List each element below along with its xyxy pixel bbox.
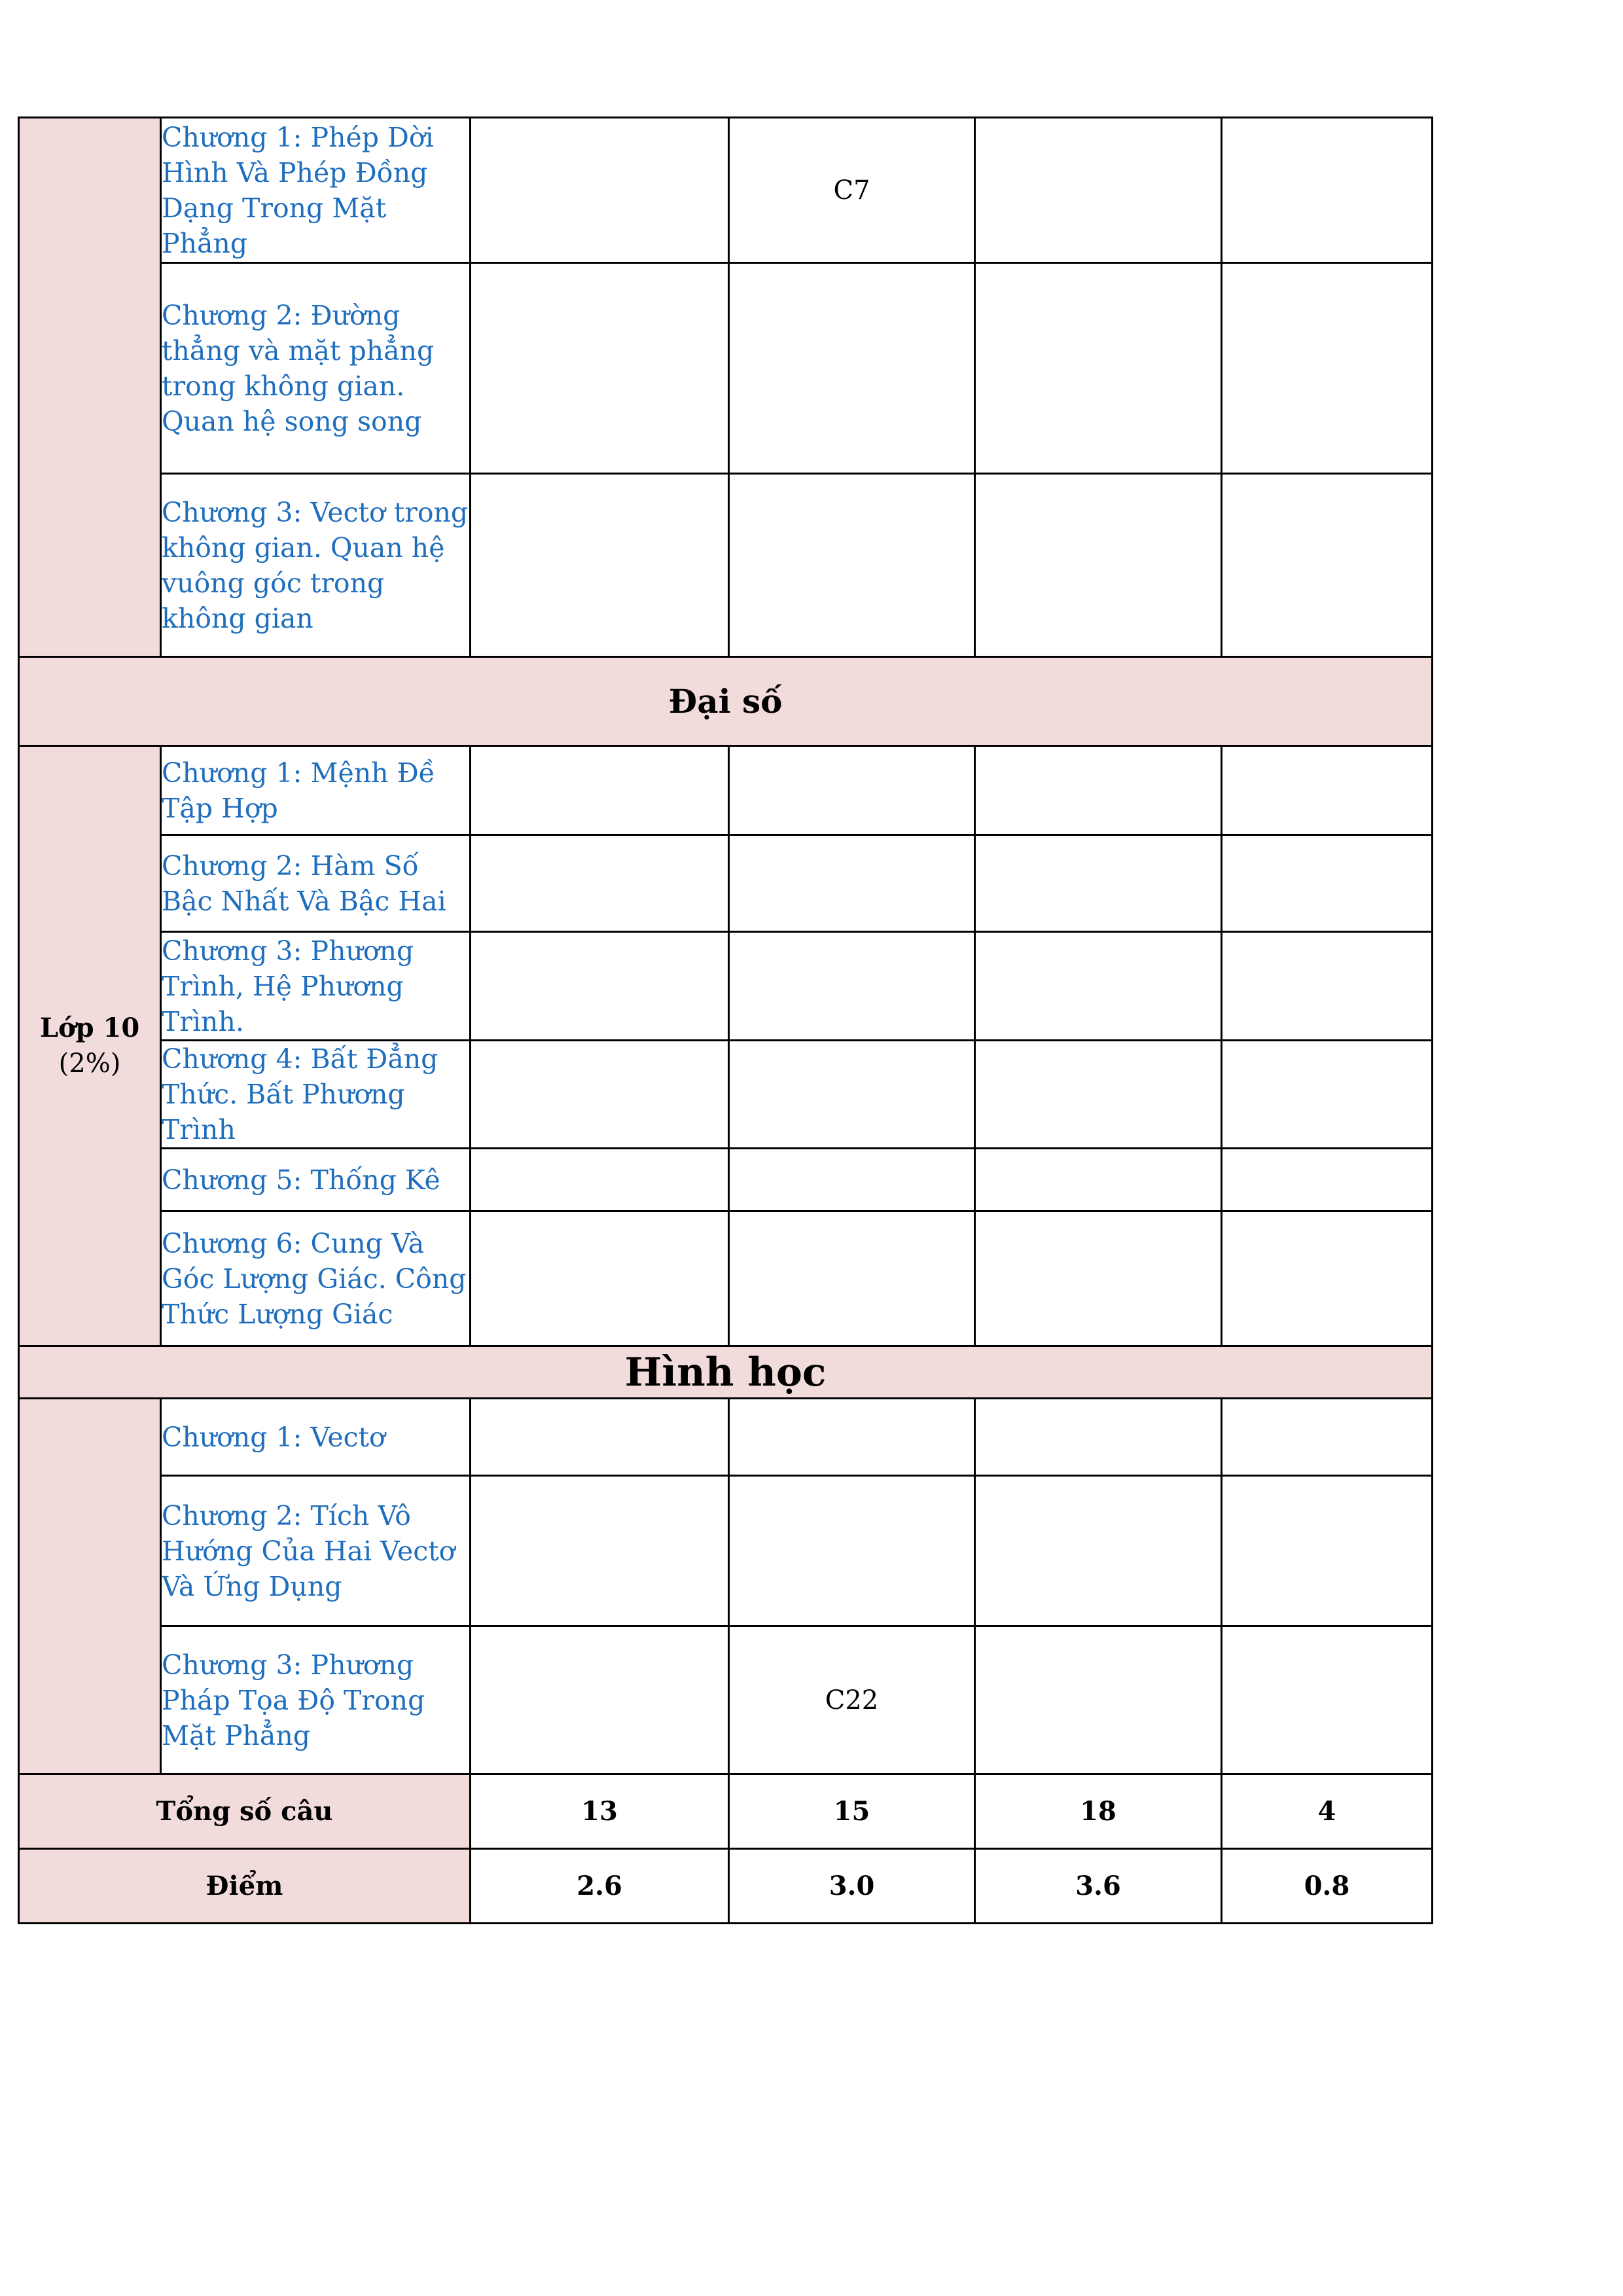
table-row — [19, 474, 1433, 657]
mark-cell — [975, 118, 1222, 263]
mark-cell — [471, 1149, 729, 1211]
chapter-name: Chương 1: Mệnh Đề Tập Hợp — [161, 746, 471, 835]
mark-cell — [975, 1399, 1222, 1476]
mark-cell — [1222, 932, 1433, 1041]
grade-cell — [19, 118, 161, 657]
score-value: 2.6 — [471, 1849, 729, 1924]
section-title-algebra: Đại số — [19, 657, 1433, 746]
chapter-name: Chương 3: Vectơ trong không gian. Quan hệ vuông góc trong không gian — [161, 474, 471, 657]
mark-cell — [471, 1041, 729, 1149]
table-row — [19, 263, 1433, 474]
total-row — [19, 1774, 1433, 1849]
total-value: 4 — [1222, 1774, 1433, 1849]
mark-cell — [1222, 1399, 1433, 1476]
score-value: 3.6 — [975, 1849, 1222, 1924]
mark-cell — [471, 835, 729, 932]
mark-cell — [1222, 263, 1433, 474]
mark-cell — [975, 1149, 1222, 1211]
mark-cell — [975, 1041, 1222, 1149]
table-row — [19, 1626, 1433, 1774]
score-value: 0.8 — [1222, 1849, 1433, 1924]
table-row — [19, 1041, 1433, 1149]
mark-cell — [729, 263, 975, 474]
mark-cell — [729, 1149, 975, 1211]
chapter-name: Chương 2: Tích Vô Hướng Của Hai Vectơ Và Ứng Dụng — [161, 1476, 471, 1626]
matrix-table — [18, 117, 1433, 1924]
score-value: 3.0 — [729, 1849, 975, 1924]
chapter-name: Chương 5: Thống Kê — [161, 1149, 471, 1211]
mark-cell — [975, 746, 1222, 835]
chapter-name: Chương 3: Phương Pháp Tọa Độ Trong Mặt Phẳng — [161, 1626, 471, 1774]
mark-cell — [1222, 1476, 1433, 1626]
mark-cell — [1222, 474, 1433, 657]
mark-cell — [1222, 746, 1433, 835]
mark-cell — [471, 474, 729, 657]
table-row — [19, 118, 1433, 263]
chapter-name: Chương 2: Đường thẳng và mặt phẳng trong không gian. Quan hệ song song — [161, 263, 471, 474]
score-row — [19, 1849, 1433, 1924]
total-value: 15 — [729, 1774, 975, 1849]
mark-cell — [471, 1211, 729, 1346]
mark-cell — [471, 746, 729, 835]
mark-cell — [1222, 118, 1433, 263]
mark-cell: C22 — [729, 1626, 975, 1774]
mark-cell — [729, 1399, 975, 1476]
grade-percent: (2%) — [58, 1049, 121, 1079]
mark-cell — [975, 1476, 1222, 1626]
chapter-name: Chương 6: Cung Và Góc Lượng Giác. Công Thức Lượng Giác — [161, 1211, 471, 1346]
mark-cell — [1222, 1041, 1433, 1149]
grade-cell — [19, 746, 161, 1346]
mark-cell — [1222, 1149, 1433, 1211]
table-row — [19, 932, 1433, 1041]
total-value: 13 — [471, 1774, 729, 1849]
section-header-row — [19, 657, 1433, 746]
mark-cell — [1222, 1211, 1433, 1346]
table-row — [19, 1476, 1433, 1626]
section-title-geometry: Hình học — [19, 1346, 1433, 1399]
mark-cell — [729, 1211, 975, 1346]
mark-cell — [729, 1476, 975, 1626]
mark-cell — [471, 118, 729, 263]
mark-cell — [1222, 1626, 1433, 1774]
mark-cell — [975, 263, 1222, 474]
mark-cell — [975, 1211, 1222, 1346]
mark-cell — [471, 932, 729, 1041]
table-row — [19, 835, 1433, 932]
mark-cell — [975, 1626, 1222, 1774]
table-row — [19, 746, 1433, 835]
mark-cell — [1222, 835, 1433, 932]
table-row — [19, 1149, 1433, 1211]
total-questions-label: Tổng số câu — [19, 1774, 471, 1849]
table-row — [19, 1399, 1433, 1476]
mark-cell — [729, 1041, 975, 1149]
mark-cell — [471, 1626, 729, 1774]
mark-cell — [729, 746, 975, 835]
mark-cell — [975, 474, 1222, 657]
total-value: 18 — [975, 1774, 1222, 1849]
table-row — [19, 1211, 1433, 1346]
chapter-name: Chương 1: Phép Dời Hình Và Phép Đồng Dạng Trong Mặt Phẳng — [161, 118, 471, 263]
grade-cell — [19, 1399, 161, 1774]
chapter-name: Chương 4: Bất Đẳng Thức. Bất Phương Trình — [161, 1041, 471, 1149]
mark-cell — [729, 835, 975, 932]
mark-cell — [471, 1476, 729, 1626]
grade-label: Lớp 10 — [39, 1013, 140, 1043]
section-header-row — [19, 1346, 1433, 1399]
mark-cell — [975, 835, 1222, 932]
chapter-name: Chương 2: Hàm Số Bậc Nhất Và Bậc Hai — [161, 835, 471, 932]
mark-cell — [729, 932, 975, 1041]
chapter-name: Chương 3: Phương Trình, Hệ Phương Trình. — [161, 932, 471, 1041]
mark-cell: C7 — [729, 118, 975, 263]
mark-cell — [471, 1399, 729, 1476]
score-label: Điểm — [19, 1849, 471, 1924]
mark-cell — [471, 263, 729, 474]
mark-cell — [975, 932, 1222, 1041]
mark-cell — [729, 474, 975, 657]
chapter-name: Chương 1: Vectơ — [161, 1399, 471, 1476]
